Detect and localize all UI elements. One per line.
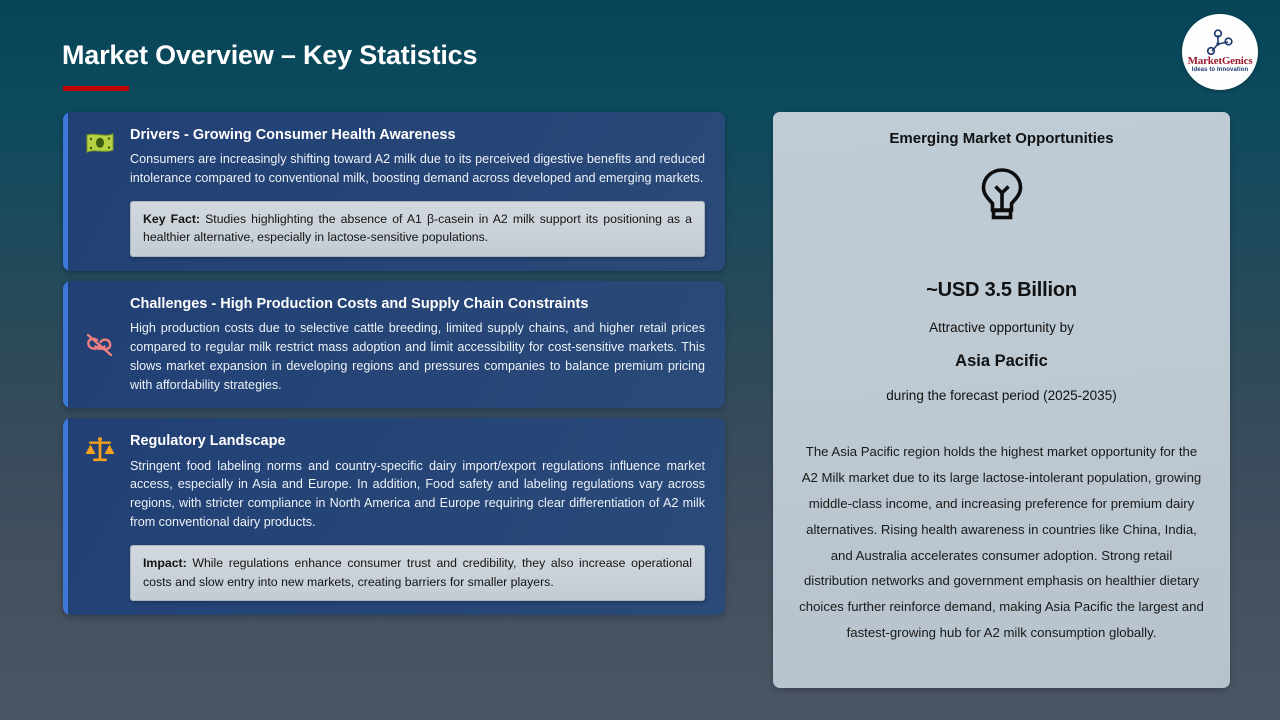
emerging-opportunities-panel bbox=[773, 112, 1230, 688]
card-regulatory bbox=[63, 418, 725, 615]
card-body bbox=[130, 126, 705, 257]
page-title: Market Overview – Key Statistics bbox=[62, 40, 478, 70]
callout-text: While regulations enhance consumer trust and credibility, they also increase operational costs and slow entry into new markets, creating barriers for smaller players. bbox=[143, 556, 692, 589]
card-text: Consumers are increasingly shifting toward A2 milk due to its perceived digestive benefits and reduced intolerance compared to conventional milk, boosting demand across developed and emerging markets. bbox=[130, 152, 705, 186]
logo-tagline: Ideas to Innovation bbox=[1191, 67, 1249, 74]
panel-paragraph: The Asia Pacific region holds the highest market opportunity for the A2 Milk market due to its large lactose-intolerant population, growing middle-class income, and increasing preference for premium dairy alternatives. Rising health awareness in countries like China, India, and Australia accelerates consumer adoption. Strong retail distribution networks and government emphasis on healthier dietary choices further reinforce demand, making Asia Pacific the largest and fastest-growing hub for A2 milk consumption globally. bbox=[799, 444, 1204, 641]
callout-label: Impact: bbox=[143, 556, 187, 571]
opportunity-region: Asia Pacific bbox=[955, 352, 1048, 370]
scales-of-justice-icon bbox=[81, 432, 119, 601]
forecast-period: during the forecast period (2025-2035) bbox=[886, 388, 1117, 403]
card-title: Regulatory Landscape bbox=[130, 433, 286, 450]
panel-title: Emerging Market Opportunities bbox=[889, 130, 1114, 147]
card-title: Drivers - Growing Consumer Health Awareness bbox=[130, 127, 456, 143]
card-text: Stringent food labeling norms and country-specific dairy import/export regulations influence market access, especially in Asia and Europe. In addition, Food safety and labeling regulations vary across regions, with stricter compliance in North America and Europe requiring clear differentiation of A2 milk from conventional dairy products. bbox=[130, 458, 705, 530]
callout-text: Studies highlighting the absence of A1 β-casein in A2 milk support its positioning as a healthier alternative, especially in lactose-sensitive populations. bbox=[143, 211, 692, 245]
opportunity-subtitle: Attractive opportunity by bbox=[929, 320, 1074, 335]
card-challenges bbox=[63, 281, 725, 409]
opportunity-value: ~USD 3.5 Billion bbox=[926, 279, 1077, 301]
impact-callout bbox=[130, 545, 705, 601]
card-title: Challenges - High Production Costs and Supply Chain Constraints bbox=[130, 295, 589, 312]
lightbulb-icon bbox=[974, 165, 1030, 230]
broken-link-icon bbox=[81, 331, 119, 359]
callout-label: Key Fact: bbox=[143, 211, 201, 226]
card-body bbox=[130, 432, 705, 601]
card-drivers bbox=[63, 112, 725, 271]
company-logo bbox=[1182, 14, 1258, 90]
card-body bbox=[130, 295, 705, 395]
money-banknote-icon bbox=[81, 126, 119, 257]
card-text: High production costs due to selective cattle breeding, limited supply chains, and higher retail prices compared to regular milk restrict mass adoption and limit accessibility for cost-sensitive markets. This slows market expansion in developing regions and pressures companies to balance premium pricing with affordability strategies. bbox=[130, 320, 705, 392]
title-underline-accent bbox=[63, 86, 129, 91]
logo-name: MarketGenics bbox=[1187, 55, 1253, 68]
key-fact-callout bbox=[130, 201, 705, 257]
network-nodes-icon bbox=[1205, 29, 1235, 55]
insight-cards-column bbox=[63, 112, 725, 625]
